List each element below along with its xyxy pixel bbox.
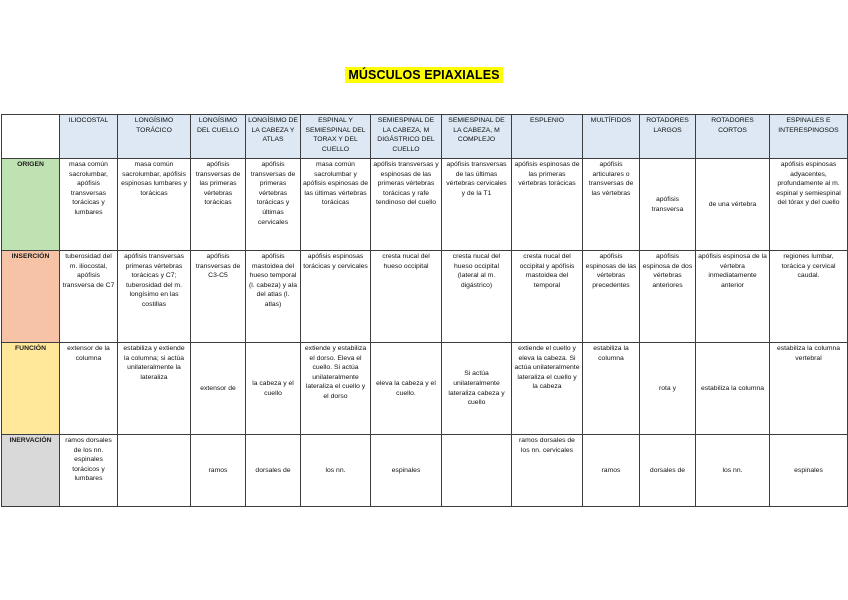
table-cell: los nn. (301, 435, 371, 507)
table-cell: extensor de la columna (60, 343, 118, 435)
table-cell: espinales (371, 435, 442, 507)
row-label-inervacion: INERVACIÓN (2, 435, 60, 507)
table-cell: apófisis transversas y espinosas de las primeras vértebras torácicas y rafe tendinoso del cuello (371, 159, 442, 251)
table-cell: extiende el cuello y eleva la cabeza. Si actúa unilateralmente lateraliza el cuello y la cabeza (512, 343, 583, 435)
table-cell: los nn. (696, 435, 770, 507)
row-label-funcion: FUNCIÓN (2, 343, 60, 435)
table-cell: ramos dorsales de los nn. espinales torácicos y lumbares (60, 435, 118, 507)
table-cell: apófisis mastoidea del hueso temporal (l. cabeza) y ala del atlas (l. atlas) (246, 251, 301, 343)
table-cell: rota y (640, 343, 696, 435)
table-cell: apófisis transversas primeras vértebras torácicas y C7; tuberosidad del m. longísimo en las costillas (118, 251, 191, 343)
table-cell: ramos (191, 435, 246, 507)
table-cell: estabiliza la columna vertebral (770, 343, 848, 435)
table-cell: tuberosidad del m. iliocostal, apófisis transversa de C7 (60, 251, 118, 343)
column-header-espinal-semiespinal: ESPINAL Y SEMIESPINAL DEL TORAX Y DEL CUELLO (301, 115, 371, 159)
table-cell: extensor de (191, 343, 246, 435)
column-header-iliocostal: ILIOCOSTAL (60, 115, 118, 159)
table-cell: regiones lumbar, torácica y cervical caudal. (770, 251, 848, 343)
table-cell: estabiliza la columna (696, 343, 770, 435)
muscles-table (1, 114, 848, 507)
table-cell: ramos (583, 435, 640, 507)
table-cell: la cabeza y el cuello (246, 343, 301, 435)
table-cell: extiende y estabiliza el dorso. Eleva el cuello. Si actúa unilateralmente lateraliza el cuello y el dorso (301, 343, 371, 435)
table-cell: masa común sacrolumbar y apófisis espinosas de las últimas vértebras torácicas (301, 159, 371, 251)
column-header-espinales-interespinosos: ESPINALES E INTERESPINOSOS (770, 115, 848, 159)
table-cell: cresta nucal del hueso occipital (lateral al m. digástrico) (442, 251, 512, 343)
table-cell: eleva la cabeza y el cuello. (371, 343, 442, 435)
table-cell: dorsales de (246, 435, 301, 507)
table-cell: apófisis transversas de las primeras vértebras torácicas (191, 159, 246, 251)
table-cell: apófisis espinosa de la vértebra inmediatamente anterior (696, 251, 770, 343)
table-cell: estabiliza la columna (583, 343, 640, 435)
table-cell: apófisis espinosas de las primeras vértebras torácicas (512, 159, 583, 251)
table-cell: dorsales de (640, 435, 696, 507)
table-cell: apófisis espinosas de las vértebras precedentes (583, 251, 640, 343)
table-cell: Si actúa unilateralmente lateraliza cabeza y cuello (442, 343, 512, 435)
table-cell: apófisis transversas de primeras vértebras torácicas y últimas cervicales (246, 159, 301, 251)
table-row-funcion (2, 343, 848, 435)
table-row-origen (2, 159, 848, 251)
column-header-multifidos: MULTÍFIDOS (583, 115, 640, 159)
column-header-esplenio: ESPLENIO (512, 115, 583, 159)
header-row (2, 115, 848, 159)
column-header-longisimo-toracico: LONGÍSIMO TORÁCICO (118, 115, 191, 159)
table-cell: espinales (770, 435, 848, 507)
table-cell: apófisis articulares o transversas de las vértebras (583, 159, 640, 251)
table-cell: estabiliza y extiende la columna; si actúa unilateralmente la lateraliza (118, 343, 191, 435)
table-row-insercion (2, 251, 848, 343)
column-header-rotadores-largos: ROTADORES LARGOS (640, 115, 696, 159)
column-header-semiespinal-digastrico: SEMIESPINAL DE LA CABEZA, M DIGÁSTRICO DEL CUELLO (371, 115, 442, 159)
table-cell: apófisis transversas de las últimas vértebras cervicales y de la T1 (442, 159, 512, 251)
corner-cell (2, 115, 60, 159)
table-cell: de una vértebra (696, 159, 770, 251)
table-cell: masa común sacrolumbar, apófisis transversas torácicas y lumbares (60, 159, 118, 251)
table-row-inervacion (2, 435, 848, 507)
table-cell: masa común sacrolumbar, apófisis espinosas lumbares y torácicas (118, 159, 191, 251)
title-wrapper (0, 66, 848, 84)
table-cell (442, 435, 512, 507)
table-cell: apófisis transversas de C3-C5 (191, 251, 246, 343)
table-cell: ramos dorsales de los nn. cervicales (512, 435, 583, 507)
column-header-semiespinal-complejo: SEMIESPINAL DE LA CABEZA, M COMPLEJO (442, 115, 512, 159)
row-label-insercion: INSERCIÓN (2, 251, 60, 343)
page-title: MÚSCULOS EPIAXIALES (345, 67, 502, 83)
table-cell: cresta nucal del occipital y apófisis mastoidea del temporal (512, 251, 583, 343)
column-header-longisimo-cuello: LONGÍSIMO DEL CUELLO (191, 115, 246, 159)
table-cell: apófisis espinosas torácicas y cervicales (301, 251, 371, 343)
table-cell: apófisis transversa (640, 159, 696, 251)
column-header-longisimo-cabeza-atlas: LONGÍSIMO DE LA CABEZA Y ATLAS (246, 115, 301, 159)
row-label-origen: ORIGEN (2, 159, 60, 251)
table-cell: cresta nucal del hueso occipital (371, 251, 442, 343)
column-header-rotadores-cortos: ROTADORES CORTOS (696, 115, 770, 159)
table-cell (118, 435, 191, 507)
table-cell: apófisis espinosa de dos vértebras anteriores (640, 251, 696, 343)
table-cell: apófisis espinosas adyacentes, profundamente al m. espinal y semiespinal del tórax y del cuello (770, 159, 848, 251)
